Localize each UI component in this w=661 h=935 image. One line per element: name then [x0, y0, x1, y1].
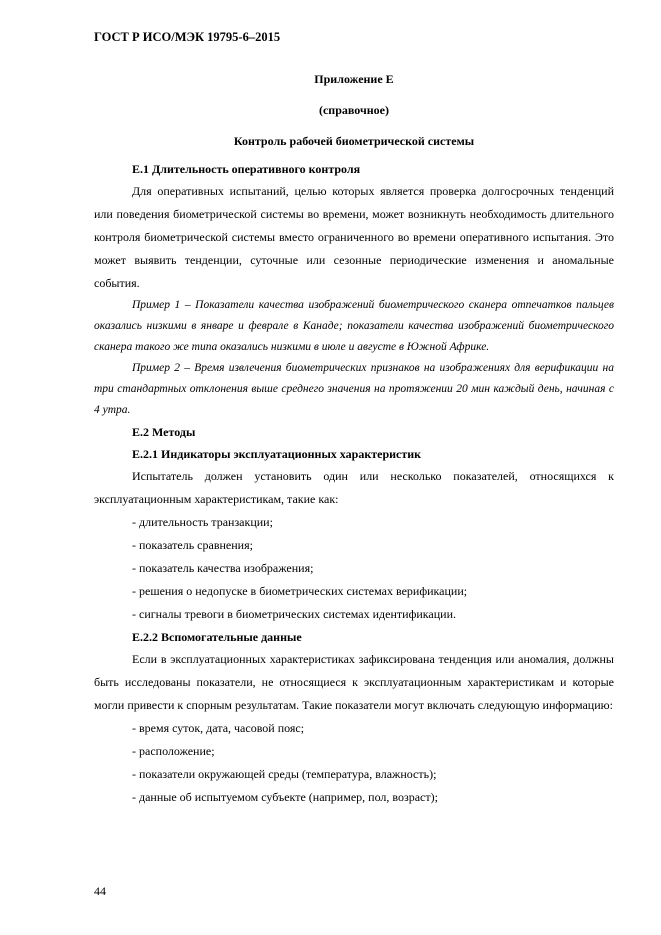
- list-item: - время суток, дата, часовой пояс;: [132, 721, 305, 735]
- annex-subject: Контроль рабочей биометрической системы: [233, 134, 475, 148]
- list-item: - показатель сравнения;: [132, 538, 253, 552]
- list-item: - показатель качества изображения;: [132, 561, 314, 575]
- document-header: ГОСТ Р ИСО/МЭК 19795-6–2015: [94, 30, 281, 44]
- list-item: - расположение;: [132, 744, 215, 758]
- page-number: 44: [94, 884, 106, 898]
- example-2: Пример 2 – Время извлечения биометрических признаков на изображениях для верификации на три стандартных отклонения выше среднего значения на протяжении 20 мин каждый день, начиная с 4 утра.: [94, 362, 614, 416]
- section-e1-paragraph: Для оперативных испытаний, целью которых является проверка долгосрочных тенденций или поведения биометрической системы во времени, может возникнуть необходимость длительного контроля биометрической системы вместо ограниченного во времени оперативного испытания. Это может выявить тенденции, суточные или сезонные периодические изменения и аномальные события.: [94, 184, 614, 290]
- list-item: - данные об испытуемом субъекте (например, пол, возраст);: [132, 790, 438, 804]
- list-item: - решения о недопуске в биометрических системах верификации;: [132, 584, 468, 598]
- section-e2-heading: Е.2 Методы: [132, 425, 196, 439]
- section-e21-paragraph: Испытатель должен установить один или несколько показателей, относящихся к эксплуатационным характеристикам, такие как:: [94, 469, 614, 506]
- section-e21-heading: Е.2.1 Индикаторы эксплуатационных характеристик: [132, 447, 422, 461]
- annex-status: (справочное): [318, 103, 389, 117]
- section-e1-heading: Е.1 Длительность оперативного контроля: [132, 162, 361, 176]
- section-e22-paragraph: Если в эксплуатационных характеристиках зафиксирована тенденция или аномалия, должны быть исследованы показатели, не относящиеся к эксплуатационным характеристикам и которые могли привести к спорным результатам. Такие показатели могут включать следующую информацию:: [94, 652, 614, 712]
- example-1: Пример 1 – Показатели качества изображений биометрического сканера отпечатков пальцев оказались низкими в январе и феврале в Канаде; показатели качества изображений биометрического сканера такого же типа оказались низкими в июле и августе в Южной Африке.: [94, 299, 614, 353]
- annex-title: Приложение Е: [314, 72, 394, 86]
- list-item: - показатели окружающей среды (температура, влажность);: [132, 767, 437, 781]
- list-item: - сигналы тревоги в биометрических системах идентификации.: [132, 607, 457, 621]
- page-content: [94, 68, 614, 809]
- section-e22-heading: Е.2.2 Вспомогательные данные: [132, 630, 302, 644]
- list-item: - длительность транзакции;: [132, 515, 273, 529]
